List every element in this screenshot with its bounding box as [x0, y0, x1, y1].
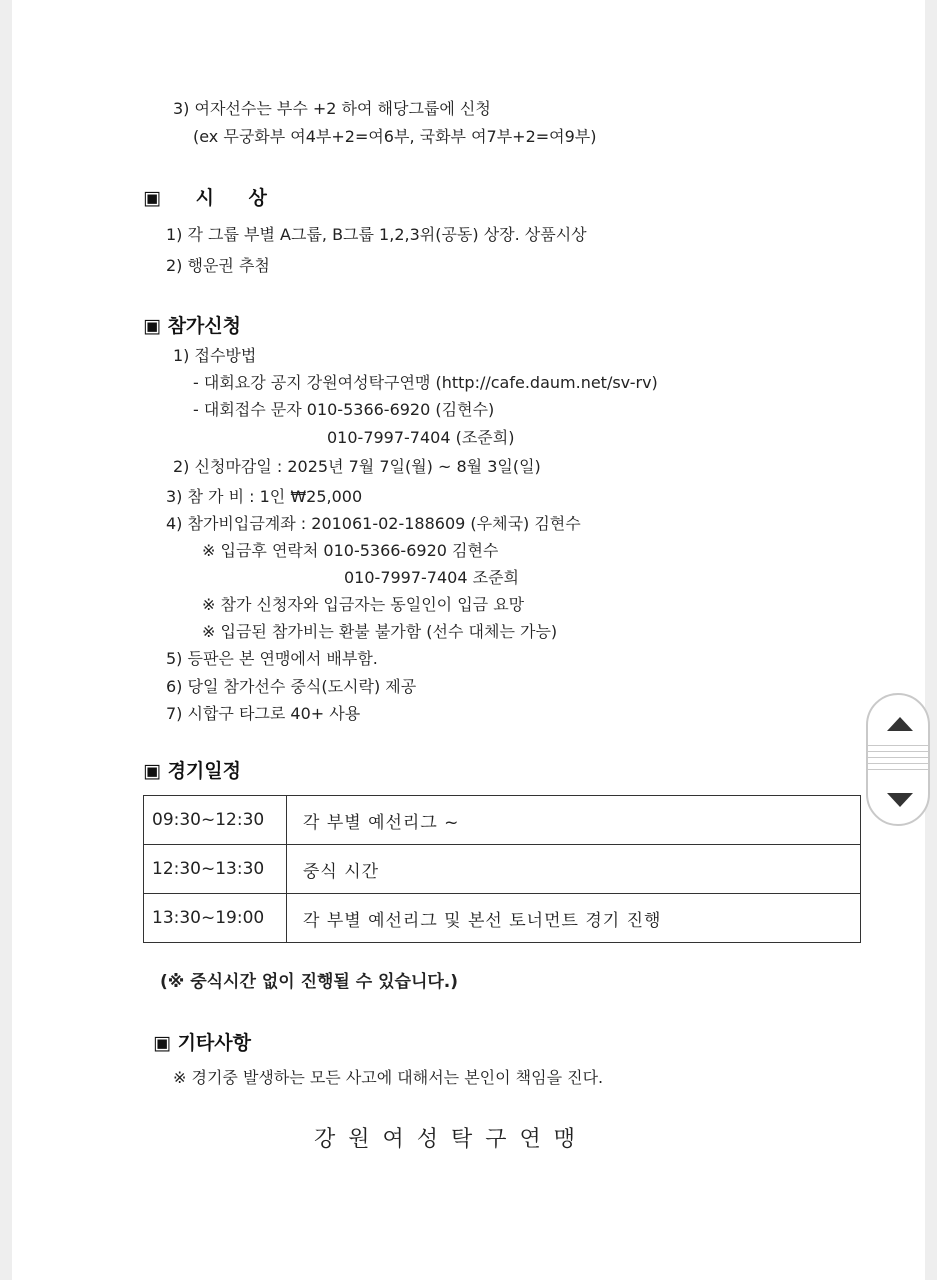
- registration-note-refund: ※ 입금된 참가비는 환불 불가함 (선수 대체는 가능): [202, 622, 558, 641]
- table-row: [144, 845, 861, 894]
- registration-heading: ▣ 참가신청: [143, 315, 241, 337]
- table-row: [144, 894, 861, 943]
- triangle-down-icon[interactable]: [887, 793, 913, 807]
- awards-item-1: 1) 각 그룹 부별 A그룹, B그룹 1,2,3위(공동) 상장. 상품시상: [166, 225, 587, 244]
- registration-contact-1: ※ 입금후 연락처 010-5366-6920 김현수: [202, 541, 499, 560]
- registration-lunch: 6) 당일 참가선수 중식(도시락) 제공: [166, 677, 417, 696]
- registration-note-same-person: ※ 참가 신청자와 입금자는 동일인이 입금 요망: [202, 595, 525, 614]
- registration-ball: 7) 시합구 타그로 40+ 사용: [166, 704, 361, 723]
- registration-fee: 3) 참 가 비 : 1인 ₩25,000: [166, 487, 363, 506]
- organization-name: 강원여성탁구연맹: [314, 1127, 589, 1152]
- schedule-time: 12:30~13:30: [144, 845, 287, 894]
- schedule-table: [143, 795, 861, 943]
- awards-item-2: 2) 행운권 추첨: [166, 256, 270, 275]
- schedule-note: (※ 중식시간 없이 진행될 수 있습니다.): [160, 972, 459, 992]
- registration-method: 1) 접수방법: [173, 346, 257, 365]
- grip-line: [868, 763, 928, 764]
- grip-line: [868, 751, 928, 752]
- schedule-heading: ▣ 경기일정: [143, 760, 241, 782]
- rule-women-example: (ex 무궁화부 여4부+2=여6부, 국화부 여7부+2=여9부): [193, 127, 597, 146]
- registration-contact-2: 010-7997-7404 조준희: [344, 568, 519, 587]
- registration-method-sms-2: 010-7997-7404 (조준희): [327, 428, 515, 447]
- misc-note: ※ 경기중 발생하는 모든 사고에 대해서는 본인이 책임을 진다.: [173, 1068, 604, 1087]
- triangle-up-icon[interactable]: [887, 717, 913, 731]
- schedule-desc: 각 부별 예선리그 및 본선 토너먼트 경기 진행: [287, 894, 861, 943]
- schedule-time: 09:30~12:30: [144, 796, 287, 845]
- rule-women-players: 3) 여자선수는 부수 +2 하여 해당그룹에 신청: [173, 99, 491, 118]
- schedule-desc: 각 부별 예선리그 ~: [287, 796, 861, 845]
- registration-method-notice: - 대회요강 공지 강원여성탁구연맹 (http://cafe.daum.net/sv-rv): [193, 373, 658, 392]
- registration-method-sms: - 대회접수 문자 010-5366-6920 (김현수): [193, 400, 495, 419]
- scroll-control[interactable]: [866, 693, 930, 826]
- table-row: [144, 796, 861, 845]
- registration-bib: 5) 등판은 본 연맹에서 배부함.: [166, 649, 378, 668]
- awards-heading: ▣ 시 상: [143, 187, 281, 209]
- schedule-time: 13:30~19:00: [144, 894, 287, 943]
- schedule-desc: 중식 시간: [287, 845, 861, 894]
- grip-line: [868, 757, 928, 758]
- registration-deadline: 2) 신청마감일 : 2025년 7월 7일(월) ~ 8월 3일(일): [173, 457, 541, 476]
- grip-line: [868, 745, 928, 746]
- grip-line: [868, 769, 928, 770]
- misc-heading: ▣ 기타사항: [153, 1032, 251, 1054]
- registration-account: 4) 참가비입금계좌 : 201061-02-188609 (우체국) 김현수: [166, 514, 581, 533]
